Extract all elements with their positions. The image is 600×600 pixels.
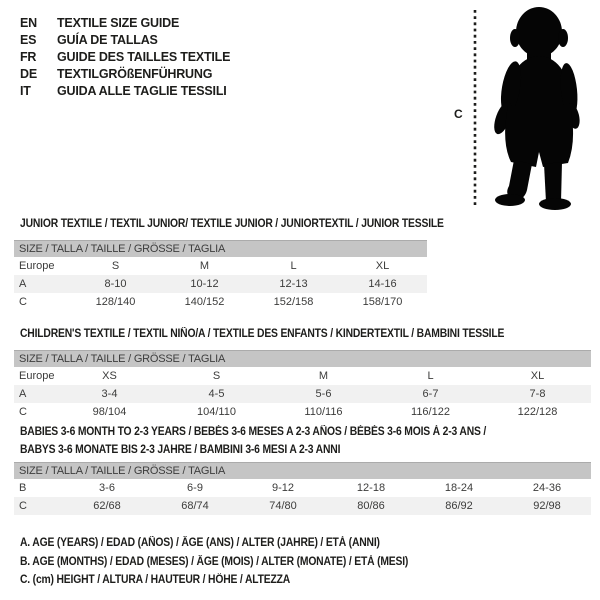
size-cell: 7-8 [484, 385, 591, 403]
size-cell: M [318, 370, 329, 382]
language-code: DE [20, 67, 37, 81]
size-cell: XL [375, 260, 390, 272]
size-cell: 4-5 [163, 385, 270, 403]
language-row [20, 32, 230, 49]
size-header-bar: SIZE / TALLA / TAILLE / GRÖSSE / TAGLIA [14, 240, 427, 257]
language-row [20, 83, 230, 100]
size-cell: 152/158 [273, 296, 314, 308]
size-cell: XS [102, 370, 117, 382]
row-label: C [14, 497, 63, 515]
language-code: FR [20, 50, 37, 64]
row-label: A [14, 385, 56, 403]
language-title: GUÍA DE TALLAS [57, 33, 158, 47]
footnote-a: A. AGE (YEARS) / EDAD (AÑOS) / ÂGE (ANS) / ALTER (JAHRE) / ETÀ (ANNI) [20, 537, 380, 549]
size-cell: 140/152 [184, 296, 225, 308]
row-label: C [19, 406, 27, 418]
size-cell: 5-6 [270, 385, 377, 403]
language-code: EN [20, 16, 37, 30]
toddler-silhouette-icon [440, 2, 595, 214]
size-cell: L [427, 370, 434, 382]
size-header-bar: SIZE / TALLA / TAILLE / GRÖSSE / TAGLIA [14, 350, 591, 367]
language-row [20, 66, 230, 83]
size-cell: 86/92 [415, 497, 503, 515]
size-cell: 3-4 [56, 385, 163, 403]
size-cell: XL [530, 370, 545, 382]
children-size-table [14, 367, 591, 421]
children-table-title: CHILDREN'S TEXTILE / TEXTIL NIÑO/A / TEXTILE DES ENFANTS / KINDERTEXTIL / BAMBINI TESSILE [20, 328, 505, 340]
size-cell: 14-16 [338, 275, 427, 293]
language-title: GUIDE DES TAILLES TEXTILE [57, 50, 231, 64]
language-code: ES [20, 33, 37, 47]
size-cell: 12-13 [249, 275, 338, 293]
row-label: A [14, 275, 71, 293]
height-measure-label: C [454, 107, 463, 121]
size-cell: 128/140 [95, 296, 136, 308]
size-cell: 98/104 [92, 406, 127, 418]
size-cell: 18-24 [444, 482, 474, 494]
size-cell: L [290, 260, 297, 272]
babies-size-table [14, 479, 591, 515]
size-cell: 92/98 [503, 497, 591, 515]
row-label: C [19, 296, 27, 308]
size-cell: 8-10 [71, 275, 160, 293]
row-label: B [19, 482, 27, 494]
junior-table-title: JUNIOR TEXTILE / TEXTIL JUNIOR/ TEXTILE JUNIOR / JUNIORTEXTIL / JUNIOR TESSILE [20, 218, 444, 230]
footnote-legend [20, 534, 451, 590]
size-cell: 6-7 [377, 385, 484, 403]
footnote-b: B. AGE (MONTHS) / EDAD (MESES) / ÂGE (MOIS) / ALTER (MONATE) / ETÀ (MESI) [20, 555, 409, 568]
footnote-c: C. (cm) HEIGHT / ALTURA / HAUTEUR / HÖHE / ALTEZZA [20, 574, 291, 586]
size-cell: 10-12 [160, 275, 249, 293]
language-row [20, 49, 230, 66]
size-cell: 74/80 [239, 497, 327, 515]
language-title: GUIDA ALLE TAGLIE TESSILI [57, 84, 227, 98]
babies-table-title-line2: BABYS 3-6 MONATE BIS 2-3 JAHRE / BAMBINI 3-6 MESI A 2-3 ANNI [20, 444, 341, 456]
language-title: TEXTILGRÖßENFÜHRUNG [57, 67, 213, 81]
size-cell: 24-36 [532, 482, 562, 494]
babies-table-title-line1: BABIES 3-6 MONTH TO 2-3 YEARS / BEBÉS 3-6 MESES A 2-3 AÑOS / BÉBÉS 3-6 MOIS À 2-3 ANS / [20, 426, 487, 438]
size-cell: 6-9 [187, 482, 203, 494]
size-cell: 104/110 [197, 406, 236, 418]
size-cell: 122/128 [517, 406, 558, 418]
size-cell: S [212, 370, 221, 382]
language-list [20, 15, 230, 100]
row-label: Europe [19, 260, 55, 272]
size-cell: 3-6 [99, 482, 115, 494]
size-cell: 68/74 [151, 497, 239, 515]
size-cell: 12-18 [356, 482, 386, 494]
language-code: IT [20, 84, 31, 98]
size-cell: S [111, 260, 120, 272]
row-label: Europe [19, 370, 55, 382]
size-cell: 62/68 [63, 497, 151, 515]
size-cell: 158/170 [362, 296, 403, 308]
language-row [20, 15, 230, 32]
language-title: TEXTILE SIZE GUIDE [57, 16, 180, 30]
size-cell: 110/116 [304, 406, 343, 418]
junior-size-table [14, 257, 427, 311]
size-cell: M [199, 260, 210, 272]
size-cell: 116/122 [411, 406, 450, 418]
size-header-bar: SIZE / TALLA / TAILLE / GRÖSSE / TAGLIA [14, 462, 591, 479]
size-cell: 80/86 [327, 497, 415, 515]
size-cell: 9-12 [271, 482, 295, 494]
